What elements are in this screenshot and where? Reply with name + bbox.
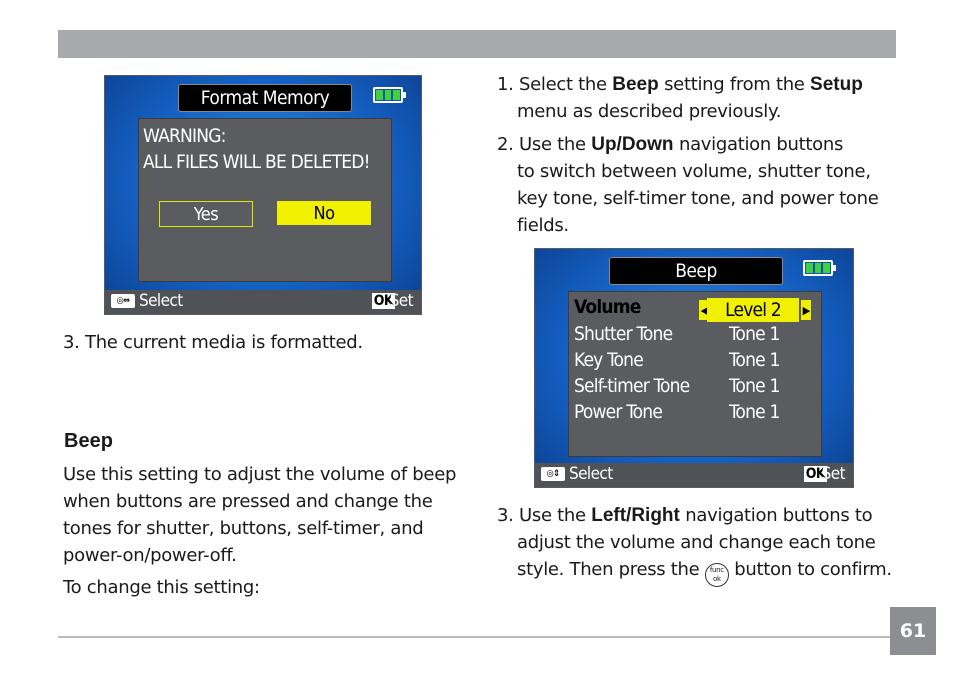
beep-menu-panel: [568, 291, 822, 457]
battery-icon: [373, 87, 403, 103]
screen-title: Format Memory: [178, 84, 352, 112]
warning-line-1: WARNING:: [143, 125, 226, 147]
step-3-left: [63, 329, 363, 356]
screen-title: Beep: [609, 257, 783, 285]
select-label: Select: [569, 464, 613, 484]
beep-menu-screenshot: [534, 248, 854, 488]
warning-line-2: ALL FILES WILL BE DELETED!: [143, 151, 370, 173]
menu-label: Volume: [574, 296, 641, 318]
set-label: Set: [821, 464, 845, 484]
step-3-right: 3. Use the Left/Right navigation buttons to adjust the volume and change each tone style. Then press the func ok button to confirm.: [497, 502, 892, 587]
battery-icon: [803, 260, 833, 276]
menu-row-power-tone[interactable]: Power Tone Tone 1: [574, 401, 780, 423]
menu-row-self-timer-tone[interactable]: Self-timer Tone Tone 1: [574, 375, 780, 397]
set-label: Set: [389, 291, 413, 311]
step-number: 3.: [63, 332, 80, 353]
warning-dialog: [138, 118, 392, 282]
yes-button[interactable]: Yes: [159, 201, 253, 227]
func-ok-button-icon: func ok: [705, 563, 729, 587]
left-arrow-icon[interactable]: ◀: [699, 300, 709, 320]
screen-bottom-bar: [105, 290, 421, 314]
select-label: Select: [139, 291, 183, 311]
no-button[interactable]: No: [277, 201, 371, 225]
step-2: 2. Use the Up/Down navigation buttons to switch between volume, shutter tone, key tone, self-timer tone, and power tone fields.: [497, 134, 879, 236]
format-memory-screenshot: [104, 75, 422, 315]
to-change-label: To change this setting:: [63, 577, 260, 598]
beep-description: Use this setting to adjust the volume of beep when buttons are pressed and change the tones for shutter, buttons, self-timer, and power-on/power-off.: [63, 464, 457, 566]
ok-icon: OK: [373, 293, 393, 309]
section-heading-beep: Beep: [64, 430, 113, 452]
screen-bottom-bar: [535, 463, 853, 487]
header-bar: [58, 30, 896, 58]
dpad-select-icon: ◎⇕: [541, 467, 565, 481]
footer-line: [58, 636, 892, 638]
ok-icon: OK: [805, 466, 825, 482]
step-text: The current media is formatted.: [85, 332, 363, 353]
volume-value: Level 2: [707, 298, 799, 322]
page-number: 61: [890, 607, 936, 655]
menu-row-volume[interactable]: [569, 296, 821, 322]
step-1: 1. Select the Beep setting from the Setup menu as described previously.: [497, 74, 863, 122]
menu-row-shutter-tone[interactable]: Shutter Tone Tone 1: [574, 323, 780, 345]
dpad-select-icon: ◎⇔: [111, 294, 135, 308]
menu-row-key-tone[interactable]: Key Tone Tone 1: [574, 349, 780, 371]
right-arrow-icon[interactable]: ▶: [801, 300, 811, 320]
